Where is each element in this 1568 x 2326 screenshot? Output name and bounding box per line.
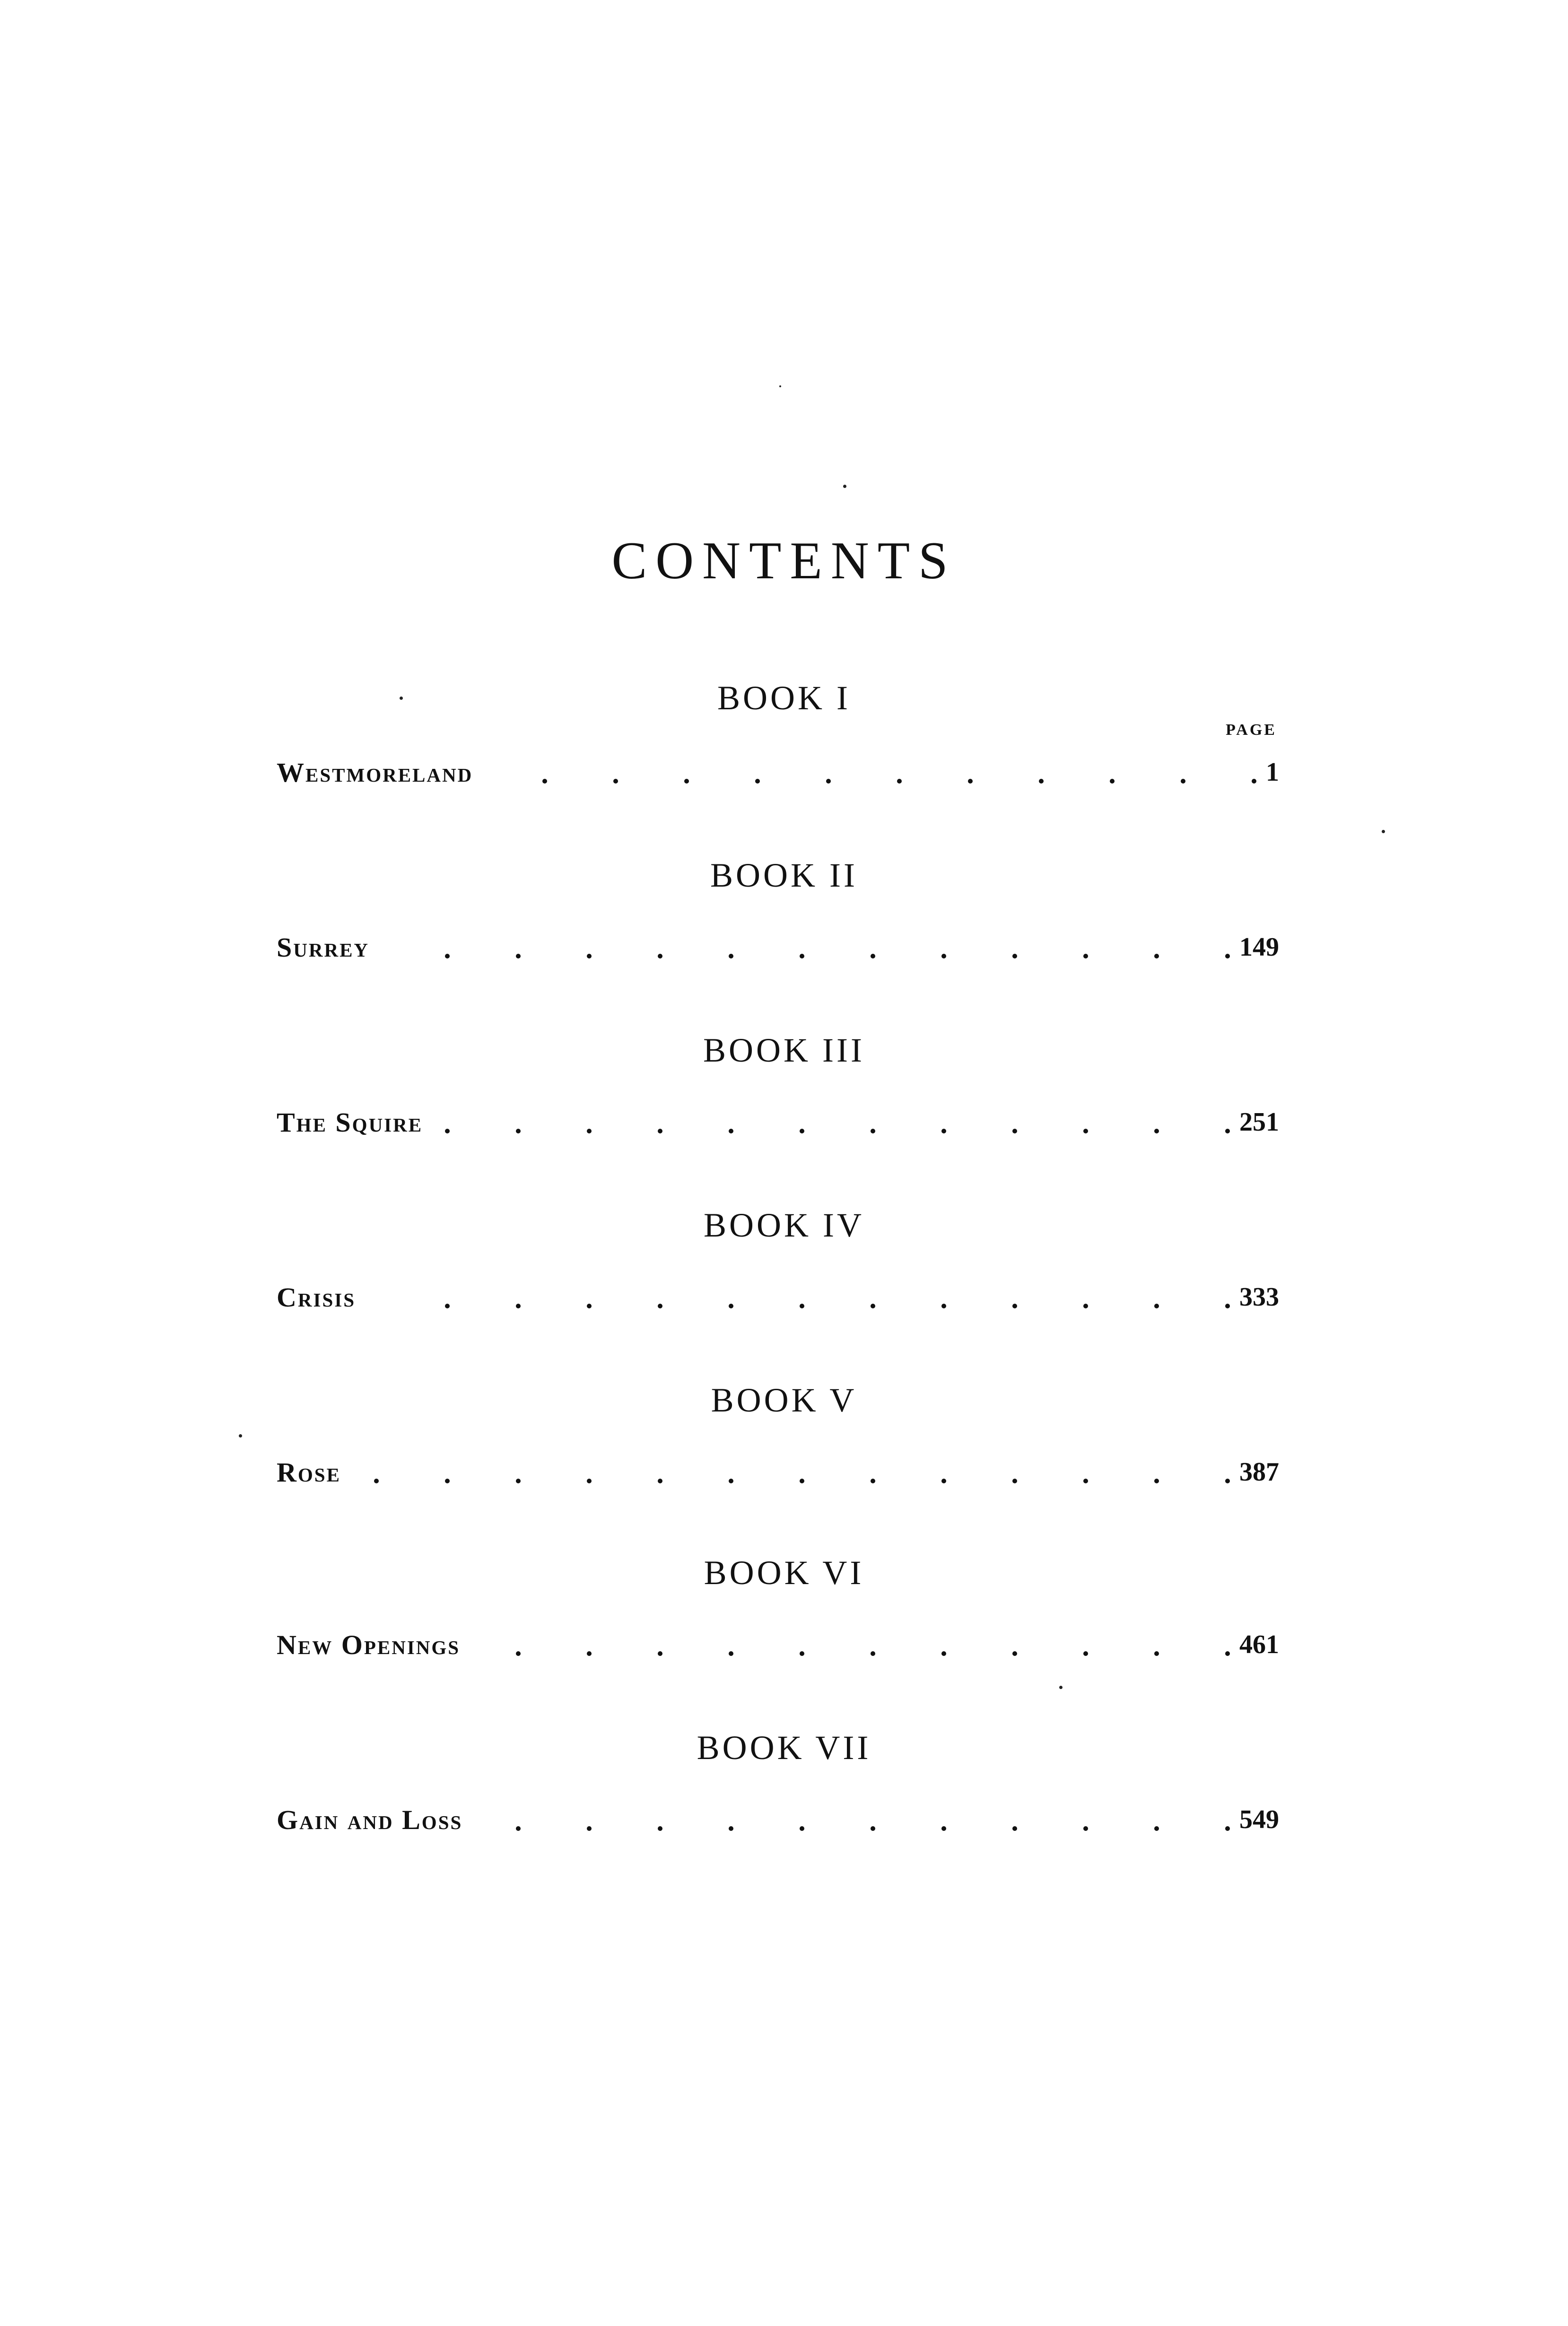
leader-dot — [658, 1304, 662, 1308]
entry-page-number: 149 — [1239, 932, 1279, 962]
leader-dot — [941, 1826, 946, 1831]
leader-dot — [871, 954, 875, 958]
book-heading: BOOK I — [717, 679, 851, 717]
leader-dot — [587, 1826, 592, 1831]
toc-entry — [277, 1459, 1279, 1501]
leader-dot — [729, 1479, 733, 1483]
leader-dot — [968, 779, 973, 784]
entry-title: The Squire — [277, 1107, 423, 1138]
entry-page-number: 333 — [1239, 1282, 1279, 1312]
entry-title: Crisis — [277, 1282, 356, 1313]
toc-entry — [277, 1284, 1279, 1326]
leader-dot — [1181, 779, 1185, 784]
leader-dot — [1225, 1826, 1230, 1831]
entry-page-number: 387 — [1239, 1457, 1279, 1487]
entry-page-number: 1 — [1266, 758, 1279, 787]
leader-dot — [1154, 954, 1159, 958]
toc-entry — [277, 1631, 1279, 1674]
leader-dot — [684, 779, 689, 784]
leader-dot — [1083, 1304, 1088, 1308]
leader-dot — [1012, 1129, 1017, 1133]
leader-dot — [1154, 1479, 1159, 1483]
stray-mark — [1059, 1686, 1063, 1689]
leader-dot — [1083, 1651, 1088, 1656]
leader-dot — [613, 779, 618, 784]
leader-dot — [800, 1479, 804, 1483]
leader-dot — [1154, 1826, 1159, 1831]
leader-dot — [941, 1304, 946, 1308]
entry-page-number: 549 — [1239, 1805, 1279, 1834]
book-heading: BOOK V — [711, 1381, 857, 1419]
leader-dot — [587, 1651, 592, 1656]
leader-dot — [897, 779, 902, 784]
leader-dot — [755, 779, 760, 784]
leader-dot — [516, 1129, 521, 1133]
entry-title: Rose — [277, 1457, 341, 1488]
entry-title: Gain and Loss — [277, 1804, 463, 1835]
leader-dot — [1225, 1651, 1230, 1656]
leader-dot — [871, 1479, 875, 1483]
leader-dot — [871, 1304, 875, 1308]
leader-dot — [871, 1826, 875, 1831]
stray-mark — [1382, 830, 1385, 833]
leader-dot — [1154, 1129, 1159, 1133]
leader-dot — [941, 1129, 946, 1133]
leader-dot — [658, 1826, 662, 1831]
leader-dot — [729, 1129, 733, 1133]
book-heading: BOOK VII — [697, 1729, 871, 1767]
leader-dot — [516, 1479, 521, 1483]
leader-dot — [729, 1651, 733, 1656]
leader-dot — [729, 1304, 733, 1308]
leader-dot — [516, 1304, 521, 1308]
leader-dot — [800, 1129, 804, 1133]
leader-dot — [1225, 1129, 1230, 1133]
stray-mark — [239, 1434, 242, 1437]
entry-title: Surrey — [277, 932, 370, 963]
leader-dot — [1083, 1129, 1088, 1133]
leader-dot — [941, 1479, 946, 1483]
leader-dot — [587, 1479, 592, 1483]
leader-dot — [941, 954, 946, 958]
leader-dot — [1083, 1479, 1088, 1483]
entry-page-number: 251 — [1239, 1107, 1279, 1137]
leader-dot — [445, 1479, 450, 1483]
leader-dot — [1225, 954, 1230, 958]
leader-dot — [658, 1129, 662, 1133]
leader-dot — [587, 1129, 592, 1133]
leader-dot — [374, 1479, 379, 1483]
leader-dot — [800, 954, 804, 958]
book-heading: BOOK II — [710, 856, 858, 894]
leader-dot — [1012, 1651, 1017, 1656]
toc-entry — [277, 759, 1279, 801]
stray-mark — [779, 385, 781, 387]
leader-dot — [1225, 1479, 1230, 1483]
leader-dot — [445, 954, 450, 958]
leader-dot — [1225, 1304, 1230, 1308]
page-column-label: PAGE — [1226, 721, 1277, 739]
stray-mark — [843, 485, 846, 488]
leader-dot — [658, 954, 662, 958]
leader-dot — [1083, 954, 1088, 958]
leader-dot — [1012, 1304, 1017, 1308]
leader-dot — [445, 1129, 450, 1133]
leader-dot — [1252, 779, 1256, 784]
leader-dot — [1083, 1826, 1088, 1831]
leader-dot — [871, 1651, 875, 1656]
leader-dot — [587, 954, 592, 958]
entry-title: Westmoreland — [277, 757, 473, 788]
entry-title: New Openings — [277, 1629, 461, 1660]
leader-dot — [941, 1651, 946, 1656]
leader-dot — [1154, 1651, 1159, 1656]
leader-dot — [1012, 1479, 1017, 1483]
leader-dot — [1110, 779, 1115, 784]
toc-entry — [277, 1806, 1279, 1849]
book-heading: BOOK VI — [704, 1554, 864, 1592]
leader-dot — [516, 954, 521, 958]
book-heading: BOOK III — [703, 1031, 865, 1069]
leader-dot — [587, 1304, 592, 1308]
leader-dot — [516, 1826, 521, 1831]
leader-dot — [1012, 954, 1017, 958]
leader-dot — [800, 1651, 804, 1656]
leader-dot — [542, 779, 547, 784]
entry-page-number: 461 — [1239, 1630, 1279, 1659]
leader-dot — [1039, 779, 1044, 784]
leader-dot — [800, 1826, 804, 1831]
leader-dot — [658, 1651, 662, 1656]
leader-dot — [729, 954, 733, 958]
contents-title: CONTENTS — [611, 531, 957, 590]
leader-dot — [658, 1479, 662, 1483]
leader-dot — [1154, 1304, 1159, 1308]
leader-dot — [871, 1129, 875, 1133]
toc-entry — [277, 1109, 1279, 1151]
book-heading: BOOK IV — [704, 1206, 864, 1244]
toc-entry — [277, 934, 1279, 976]
leader-dot — [516, 1651, 521, 1656]
leader-dot — [800, 1304, 804, 1308]
leader-dot — [729, 1826, 733, 1831]
leader-dot — [826, 779, 831, 784]
leader-dot — [445, 1304, 450, 1308]
leader-dot — [1012, 1826, 1017, 1831]
